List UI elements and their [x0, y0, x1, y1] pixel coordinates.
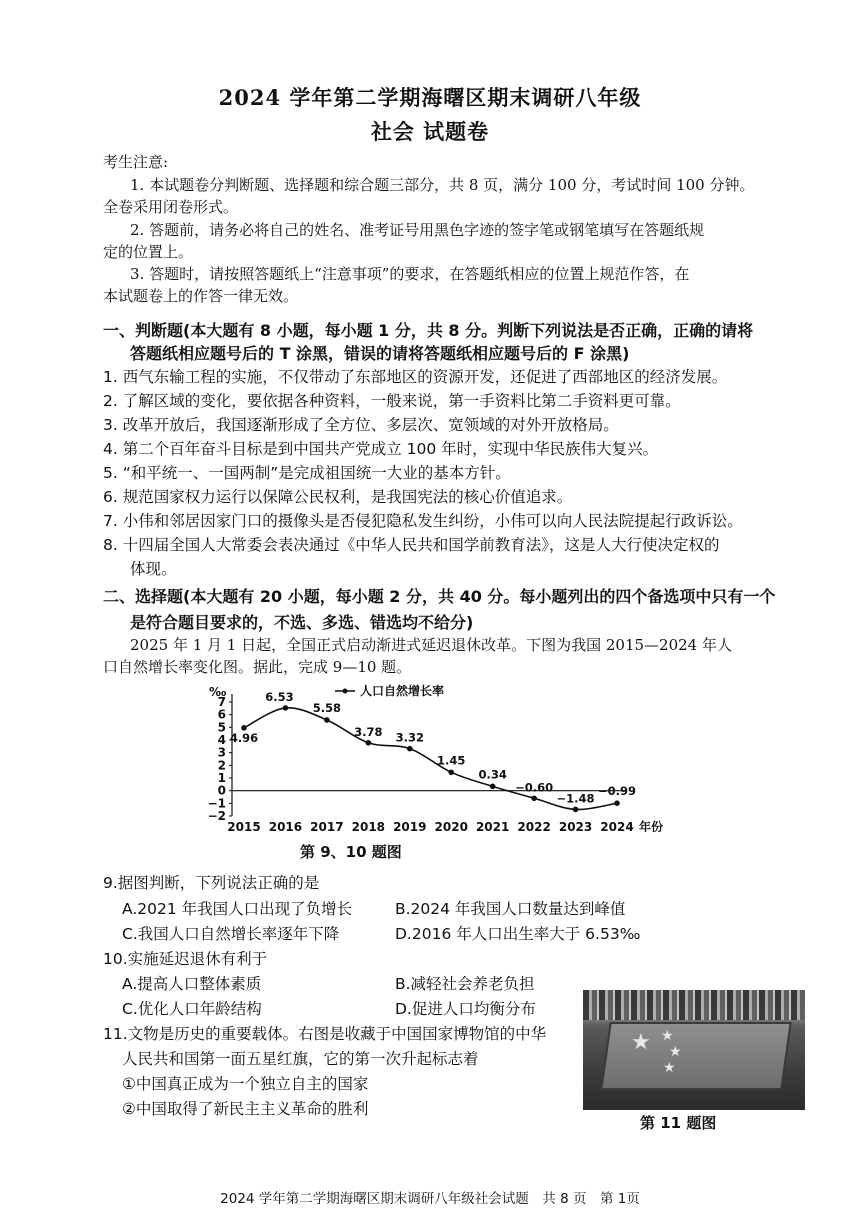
legend-marker — [343, 689, 348, 694]
section1-heading-cont: 答题纸相应题号后的 T 涂黑，错误的请将答题纸相应题号后的 F 涂黑) — [130, 344, 630, 363]
q11-figure-caption: 第 11 题图 — [640, 1114, 717, 1132]
q10-option-a: A.提高人口整体素质 — [122, 975, 262, 993]
y-tick-label: 3 — [217, 745, 226, 760]
population-growth-chart — [195, 684, 665, 832]
figure-caption: 第 9、10 题图 — [300, 843, 402, 861]
data-point — [407, 746, 413, 752]
star-icon: ★ — [663, 1060, 676, 1076]
y-axis-unit-label: ‰ — [209, 685, 227, 699]
question-11-stem: 11.文物是历史的重要载体。右图是收藏于中国国家博物馆的中华 — [103, 1025, 547, 1043]
data-label: 6.53 — [265, 689, 294, 704]
judge-item: 6. 规范国家权力运行以保障公民权利，是我国宪法的核心价值追求。 — [103, 488, 573, 506]
y-tick-label: −2 — [207, 809, 226, 823]
notice-line: 本试题卷上的作答一律无效。 — [103, 287, 299, 305]
section2-heading: 二、选择题(本大题有 20 小题，每小题 2 分，共 40 分。每小题列出的四个备选项中只有一个 — [103, 587, 776, 606]
chart-marks — [230, 690, 636, 812]
data-label: −1.48 — [556, 791, 595, 806]
q9-option-d: D.2016 年人口出生率大于 6.53‰ — [395, 925, 641, 943]
page-subtitle: 社会 试题卷 — [370, 119, 490, 144]
judge-item: 5. “和平统一、一国两制”是完成祖国统一大业的基本方针。 — [103, 464, 511, 482]
data-label: −0.60 — [515, 780, 554, 795]
data-point — [283, 705, 289, 711]
judge-item: 8. 十四届全国人大常委会表决通过《中华人民共和国学前教育法》，这是人大行使决定权的 — [103, 536, 720, 554]
intro-text: 2025 年 1 月 1 日起，全国正式启动渐进式延迟退休改革。下图为我国 2015—2024 年人 — [130, 636, 732, 654]
notice-line: 全卷采用闭卷形式。 — [103, 198, 239, 216]
notice-line: 3. 答题时，请按照答题纸上“注意事项”的要求，在答题纸相应的位置上规范作答，在 — [130, 265, 690, 283]
data-label: 1.45 — [437, 753, 466, 768]
y-tick-label: 5 — [217, 720, 226, 735]
q10-option-c: C.优化人口年龄结构 — [122, 1000, 262, 1018]
x-tick-label: 2021 — [475, 820, 510, 832]
judge-item: 7. 小伟和邻居因家门口的摄像头是否侵犯隐私发生纠纷，小伟可以向人民法院提起行政诉讼。 — [103, 512, 743, 530]
x-tick-label: 2017 — [310, 820, 344, 832]
five-star-flag-image — [600, 1022, 792, 1090]
x-tick-label: 2020 — [434, 820, 468, 832]
data-label: 4.96 — [229, 730, 259, 745]
data-point — [490, 784, 496, 790]
section2-heading-cont: 是符合题目要求的，不选、多选、错选均不给分) — [130, 613, 474, 632]
y-tick-label: 4 — [217, 733, 226, 747]
intro-text: 口自然增长率变化图。据此，完成 9—10 题。 — [103, 658, 412, 676]
y-tick-label: 7 — [217, 695, 226, 709]
judge-item-cont: 体现。 — [130, 560, 177, 578]
x-tick-label: 2024 — [600, 820, 634, 832]
data-point — [366, 740, 372, 746]
data-point — [448, 770, 454, 776]
data-label: 5.58 — [312, 700, 342, 715]
star-icon: ★ — [669, 1044, 682, 1060]
q10-option-d: D.促进人口均衡分布 — [395, 1000, 536, 1018]
x-tick-label: 2016 — [268, 820, 303, 832]
q11-option-1: ①中国真正成为一个独立自主的国家 — [122, 1075, 369, 1093]
q9-option-c: C.我国人口自然增长率逐年下降 — [122, 925, 340, 943]
judge-item: 2. 了解区域的变化，要依据各种资料，一般来说，第一手资料比第二手资料更可靠。 — [103, 392, 681, 410]
x-tick-label: 2022 — [517, 820, 551, 832]
q9-option-a: A.2021 年我国人口出现了负增长 — [122, 900, 353, 918]
question-11-stem-cont: 人民共和国第一面五星红旗，它的第一次升起标志着 — [122, 1050, 479, 1068]
question-10-stem: 10.实施延迟退休有利于 — [103, 950, 268, 968]
data-label: −0.99 — [597, 784, 637, 799]
data-point — [531, 795, 537, 801]
section1-heading: 一、判断题(本大题有 8 小题，每小题 1 分，共 8 分。判断下列说法是否正确，正确的请将 — [103, 321, 754, 340]
judge-item: 4. 第二个百年奋斗目标是到中国共产党成立 100 年时，实现中华民族伟大复兴。 — [103, 440, 659, 458]
x-tick-label: 2019 — [393, 820, 427, 832]
notice-line: 2. 答题前，请务必将自己的姓名、准考证号用黑色字迹的签字笔或钢笔填写在答题纸规 — [130, 221, 705, 239]
chart-axes — [208, 684, 663, 832]
data-label: 3.78 — [354, 724, 383, 739]
x-tick-label: 2018 — [351, 820, 386, 832]
q11-option-2: ②中国取得了新民主主义革命的胜利 — [122, 1100, 369, 1118]
question-9-stem: 9.据图判断，下列说法正确的是 — [103, 874, 320, 892]
notice-line: 定的位置上。 — [103, 243, 194, 261]
x-tick-label: 2015 — [227, 820, 261, 832]
notice-heading: 考生注意: — [103, 153, 169, 171]
flag-photo — [583, 990, 805, 1110]
page-footer: 2024 学年第二学期海曙区期末调研八年级社会试题 共 8 页 第 1页 — [220, 1191, 640, 1207]
notice-line: 1. 本试题卷分判断题、选择题和综合题三部分，共 8 页，满分 100 分，考试时间 100 分钟。 — [130, 176, 755, 194]
data-label: 0.34 — [478, 767, 507, 782]
data-point — [324, 717, 330, 723]
y-tick-label: 2 — [217, 758, 226, 773]
x-axis-label: 年份 — [639, 820, 664, 832]
data-label: 3.32 — [395, 730, 424, 745]
data-point — [573, 807, 579, 813]
y-tick-label: 0 — [217, 783, 226, 798]
star-icon: ★ — [661, 1028, 674, 1044]
judge-item: 3. 改革开放后，我国逐渐形成了全方位、多层次、宽领域的对外开放格局。 — [103, 416, 619, 434]
q9-option-b: B.2024 年我国人口数量达到峰值 — [395, 900, 626, 918]
star-icon: ★ — [631, 1030, 651, 1055]
crowd-image — [583, 990, 805, 1020]
legend-label: 人口自然增长率 — [360, 684, 445, 698]
y-tick-label: −1 — [207, 796, 226, 811]
data-point — [614, 800, 620, 806]
judge-item: 1. 西气东输工程的实施，不仅带动了东部地区的资源开发，还促进了西部地区的经济发展。 — [103, 368, 728, 386]
data-point — [241, 725, 247, 731]
page-title: 2024 学年第二学期海曙区期末调研八年级 — [218, 85, 642, 110]
x-tick-label: 2023 — [558, 820, 593, 832]
y-tick-label: 6 — [217, 707, 226, 722]
q10-option-b: B.减轻社会养老负担 — [395, 975, 535, 993]
y-tick-label: 1 — [217, 771, 226, 785]
